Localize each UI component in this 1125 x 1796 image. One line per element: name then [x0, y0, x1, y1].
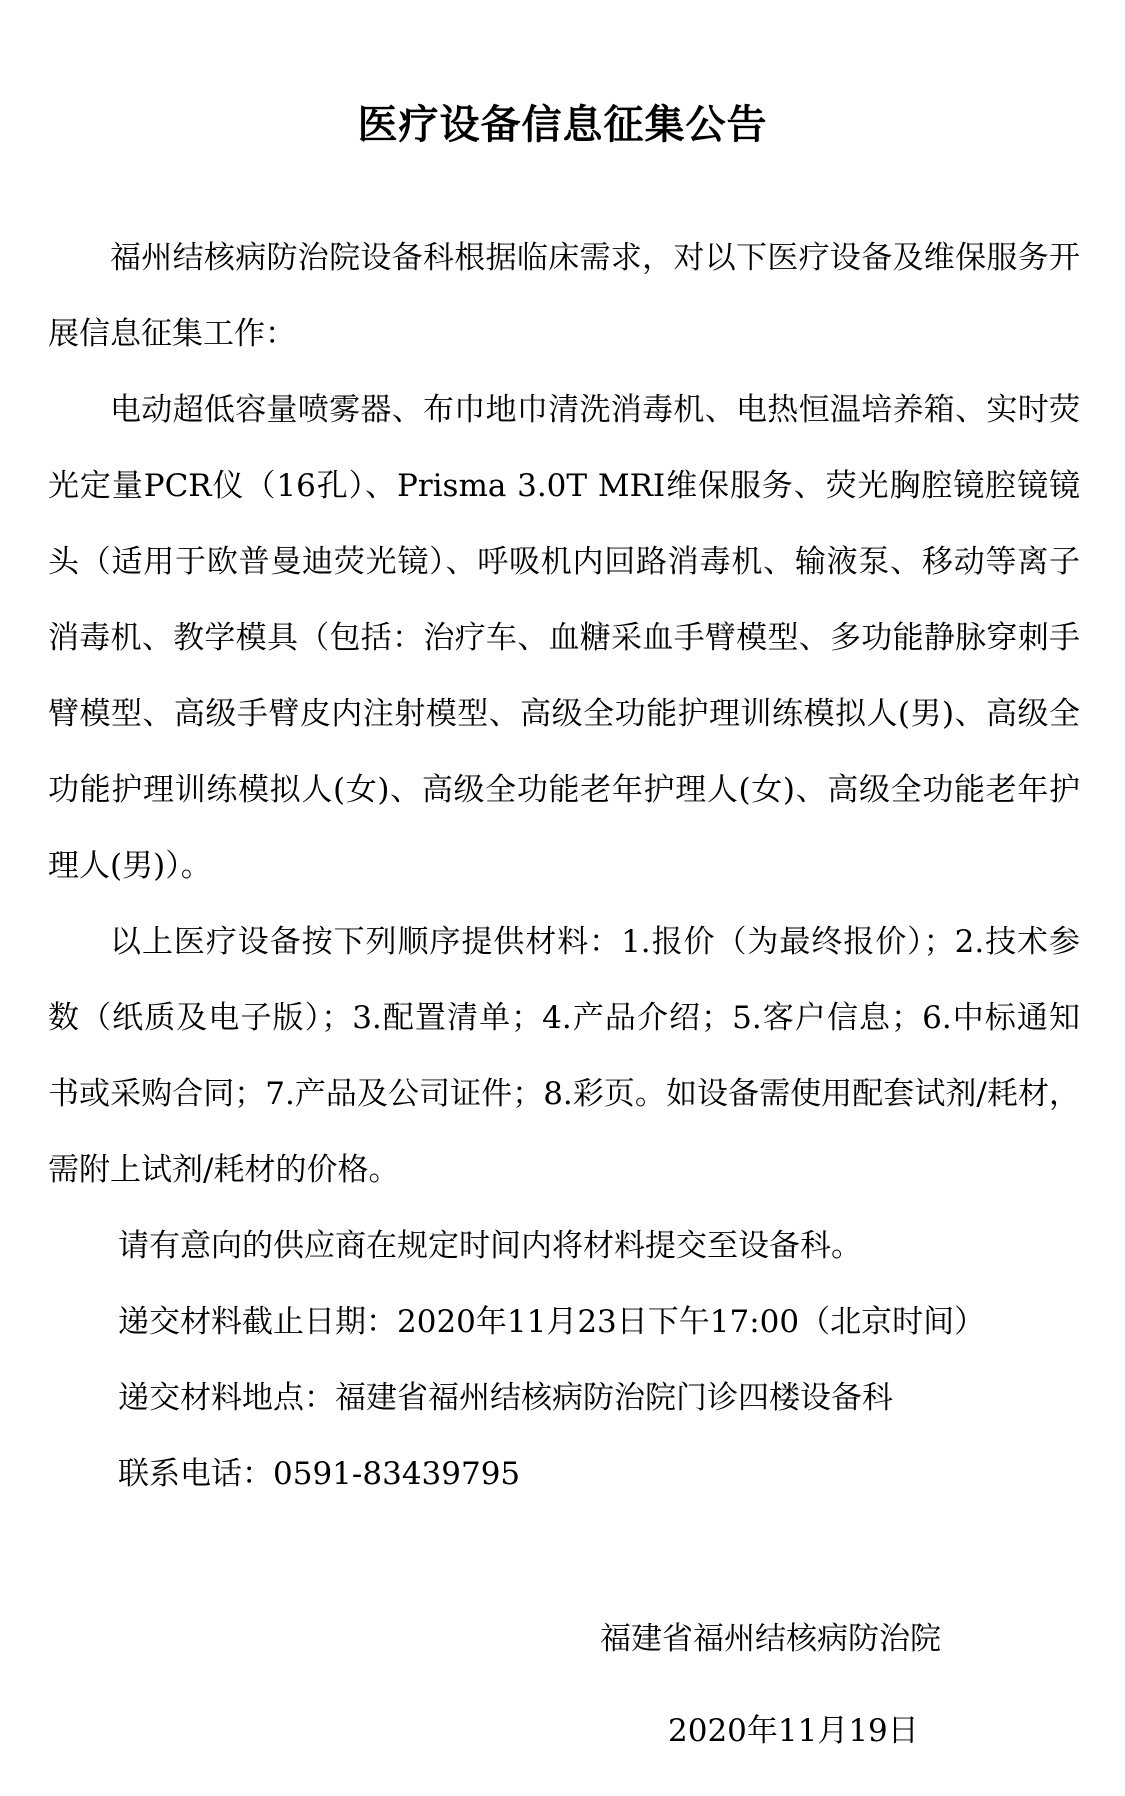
intro-paragraph: 福州结核病防治院设备科根据临床需求，对以下医疗设备及维保服务开展信息征集工作：: [48, 240, 1080, 352]
materials-paragraph: 以上医疗设备按下列顺序提供材料：1.报价（为最终报价）；2.技术参数（纸质及电子版）；3.配置清单；4.产品介绍；5.客户信息；6.中标通知书或采购合同；7.产品及公司证件；8.彩页。如设备需使用配套试剂/耗材，需附上试剂/耗材的价格。: [48, 924, 1080, 1188]
submission-instruction: 请有意向的供应商在规定时间内将材料提交至设备科。: [118, 1228, 862, 1264]
location-line: 递交材料地点：福建省福州结核病防治院门诊四楼设备科: [118, 1380, 893, 1416]
announcement-body: [48, 220, 1080, 1512]
contact-phone-line: 联系电话：0591-83439795: [118, 1456, 521, 1492]
signature-date: 2020年11月19日: [668, 1713, 919, 1749]
signature-organization: 福建省福州结核病防治院: [600, 1621, 941, 1657]
deadline-line: 递交材料截止日期：2020年11月23日下午17:00（北京时间）: [118, 1304, 986, 1340]
equipment-list-paragraph: 电动超低容量喷雾器、布巾地巾清洗消毒机、电热恒温培养箱、实时荧光定量PCR仪（16孔）、Prisma 3.0T MRI维保服务、荧光胸腔镜腔镜镜头（适用于欧普曼迪荧光镜）、呼吸机内回路消毒机、输液泵、移动等离子消毒机、教学模具（包括：治疗车、血糖采血手臂模型、多功能静脉穿刺手臂模型、高级手臂皮内注射模型、高级全功能护理训练模拟人(男)、高级全功能护理训练模拟人(女)、高级全功能老年护理人(女)、高级全功能老年护理人(男)）。: [48, 392, 1080, 884]
page-title: 医疗设备信息征集公告: [357, 101, 768, 148]
